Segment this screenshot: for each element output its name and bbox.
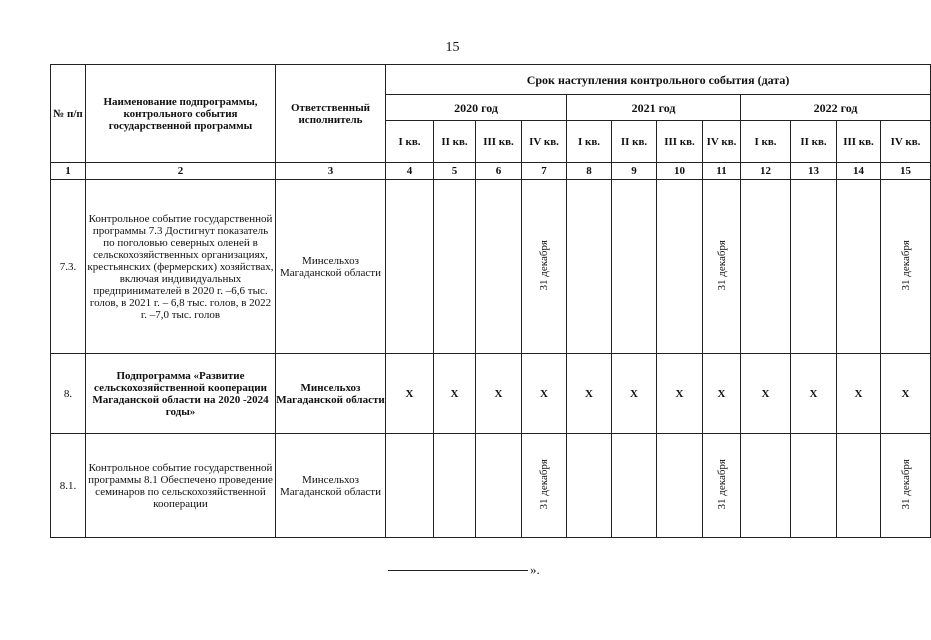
quarter-cell: Х	[741, 354, 791, 434]
row-responsible: Минсельхоз Магаданской области	[276, 354, 386, 434]
table-row	[51, 354, 931, 434]
header-quarter: IV кв.	[881, 121, 931, 163]
column-number: 6	[476, 163, 522, 180]
column-number: 8	[567, 163, 612, 180]
quarter-cell: Х	[703, 354, 741, 434]
quarter-cell: 31 декабря	[522, 434, 567, 538]
header-num: № п/п	[51, 65, 86, 163]
quarter-cell: Х	[567, 354, 612, 434]
quarter-cell	[476, 434, 522, 538]
quarter-cell: Х	[612, 354, 657, 434]
header-quarter: II кв.	[612, 121, 657, 163]
quarter-cell: 31 декабря	[703, 434, 741, 538]
row-responsible: Минсельхоз Магаданской области	[276, 180, 386, 354]
column-number: 5	[434, 163, 476, 180]
row-name: Контрольное событие государственной программы 7.3 Достигнут показатель по поголовью северных оленей в сельскохозяйственных организациях, крестьянских (фермерских) хозяйствах, включая индивидуальных предпринимателей в 2020 г. –6,6 тыс. голов, в 2021 г. – 6,8 тыс. голов, в 2022 г. –7,0 тыс. голов	[86, 180, 276, 354]
header-year: 2020 год	[386, 95, 567, 121]
column-number: 3	[276, 163, 386, 180]
row-number: 8.1.	[51, 434, 86, 538]
quarter-cell: 31 декабря	[881, 180, 931, 354]
header-quarter: I кв.	[567, 121, 612, 163]
quarter-cell: Х	[476, 354, 522, 434]
column-number: 9	[612, 163, 657, 180]
table-row	[51, 180, 931, 354]
column-number: 13	[791, 163, 837, 180]
header-quarter: III кв.	[657, 121, 703, 163]
quarter-cell: Х	[386, 354, 434, 434]
quarter-cell: Х	[837, 354, 881, 434]
column-number: 4	[386, 163, 434, 180]
quarter-cell	[741, 434, 791, 538]
quarter-cell	[386, 180, 434, 354]
table-row	[51, 434, 931, 538]
header-quarter: III кв.	[837, 121, 881, 163]
header-year: 2021 год	[567, 95, 741, 121]
quarter-cell	[837, 434, 881, 538]
column-number: 15	[881, 163, 931, 180]
quarter-cell	[567, 180, 612, 354]
column-number: 1	[51, 163, 86, 180]
header-quarter: IV кв.	[703, 121, 741, 163]
column-number: 7	[522, 163, 567, 180]
quarter-cell: Х	[522, 354, 567, 434]
quarter-cell	[567, 434, 612, 538]
quarter-cell	[657, 434, 703, 538]
page-number: 15	[445, 40, 460, 55]
quarter-cell	[791, 434, 837, 538]
header-quarter: II кв.	[791, 121, 837, 163]
header-year: 2022 год	[741, 95, 931, 121]
quarter-cell	[434, 180, 476, 354]
quarter-cell	[741, 180, 791, 354]
header-deadline: Срок наступления контрольного события (дата)	[386, 65, 931, 95]
quarter-cell: 31 декабря	[881, 434, 931, 538]
closing-quote: ».	[530, 562, 540, 577]
quarter-cell	[791, 180, 837, 354]
signature-line	[388, 570, 528, 571]
header-quarter: I кв.	[386, 121, 434, 163]
quarter-cell	[612, 434, 657, 538]
quarter-cell: 31 декабря	[522, 180, 567, 354]
quarter-cell	[657, 180, 703, 354]
header-quarter: IV кв.	[522, 121, 567, 163]
quarter-cell: Х	[434, 354, 476, 434]
column-number: 10	[657, 163, 703, 180]
row-number: 7.3.	[51, 180, 86, 354]
row-name: Контрольное событие государственной программы 8.1 Обеспечено проведение семинаров по сельскохозяйственной кооперации	[86, 434, 276, 538]
header-quarter: III кв.	[476, 121, 522, 163]
column-number: 11	[703, 163, 741, 180]
column-number: 2	[86, 163, 276, 180]
quarter-cell: 31 декабря	[703, 180, 741, 354]
quarter-cell	[612, 180, 657, 354]
column-number: 14	[837, 163, 881, 180]
row-responsible: Минсельхоз Магаданской области	[276, 434, 386, 538]
quarter-cell: Х	[657, 354, 703, 434]
quarter-cell	[476, 180, 522, 354]
quarter-cell	[386, 434, 434, 538]
header-responsible: Ответственный исполнитель	[276, 65, 386, 163]
header-quarter: II кв.	[434, 121, 476, 163]
header-quarter: I кв.	[741, 121, 791, 163]
column-number: 12	[741, 163, 791, 180]
control-events-table	[50, 64, 931, 538]
quarter-cell: Х	[881, 354, 931, 434]
row-number: 8.	[51, 354, 86, 434]
quarter-cell: Х	[791, 354, 837, 434]
row-name: Подпрограмма «Развитие сельскохозяйственной кооперации Магаданской области на 2020 -2024 годы»	[86, 354, 276, 434]
quarter-cell	[434, 434, 476, 538]
header-name: Наименование подпрограммы, контрольного события государственной программы	[86, 65, 276, 163]
quarter-cell	[837, 180, 881, 354]
